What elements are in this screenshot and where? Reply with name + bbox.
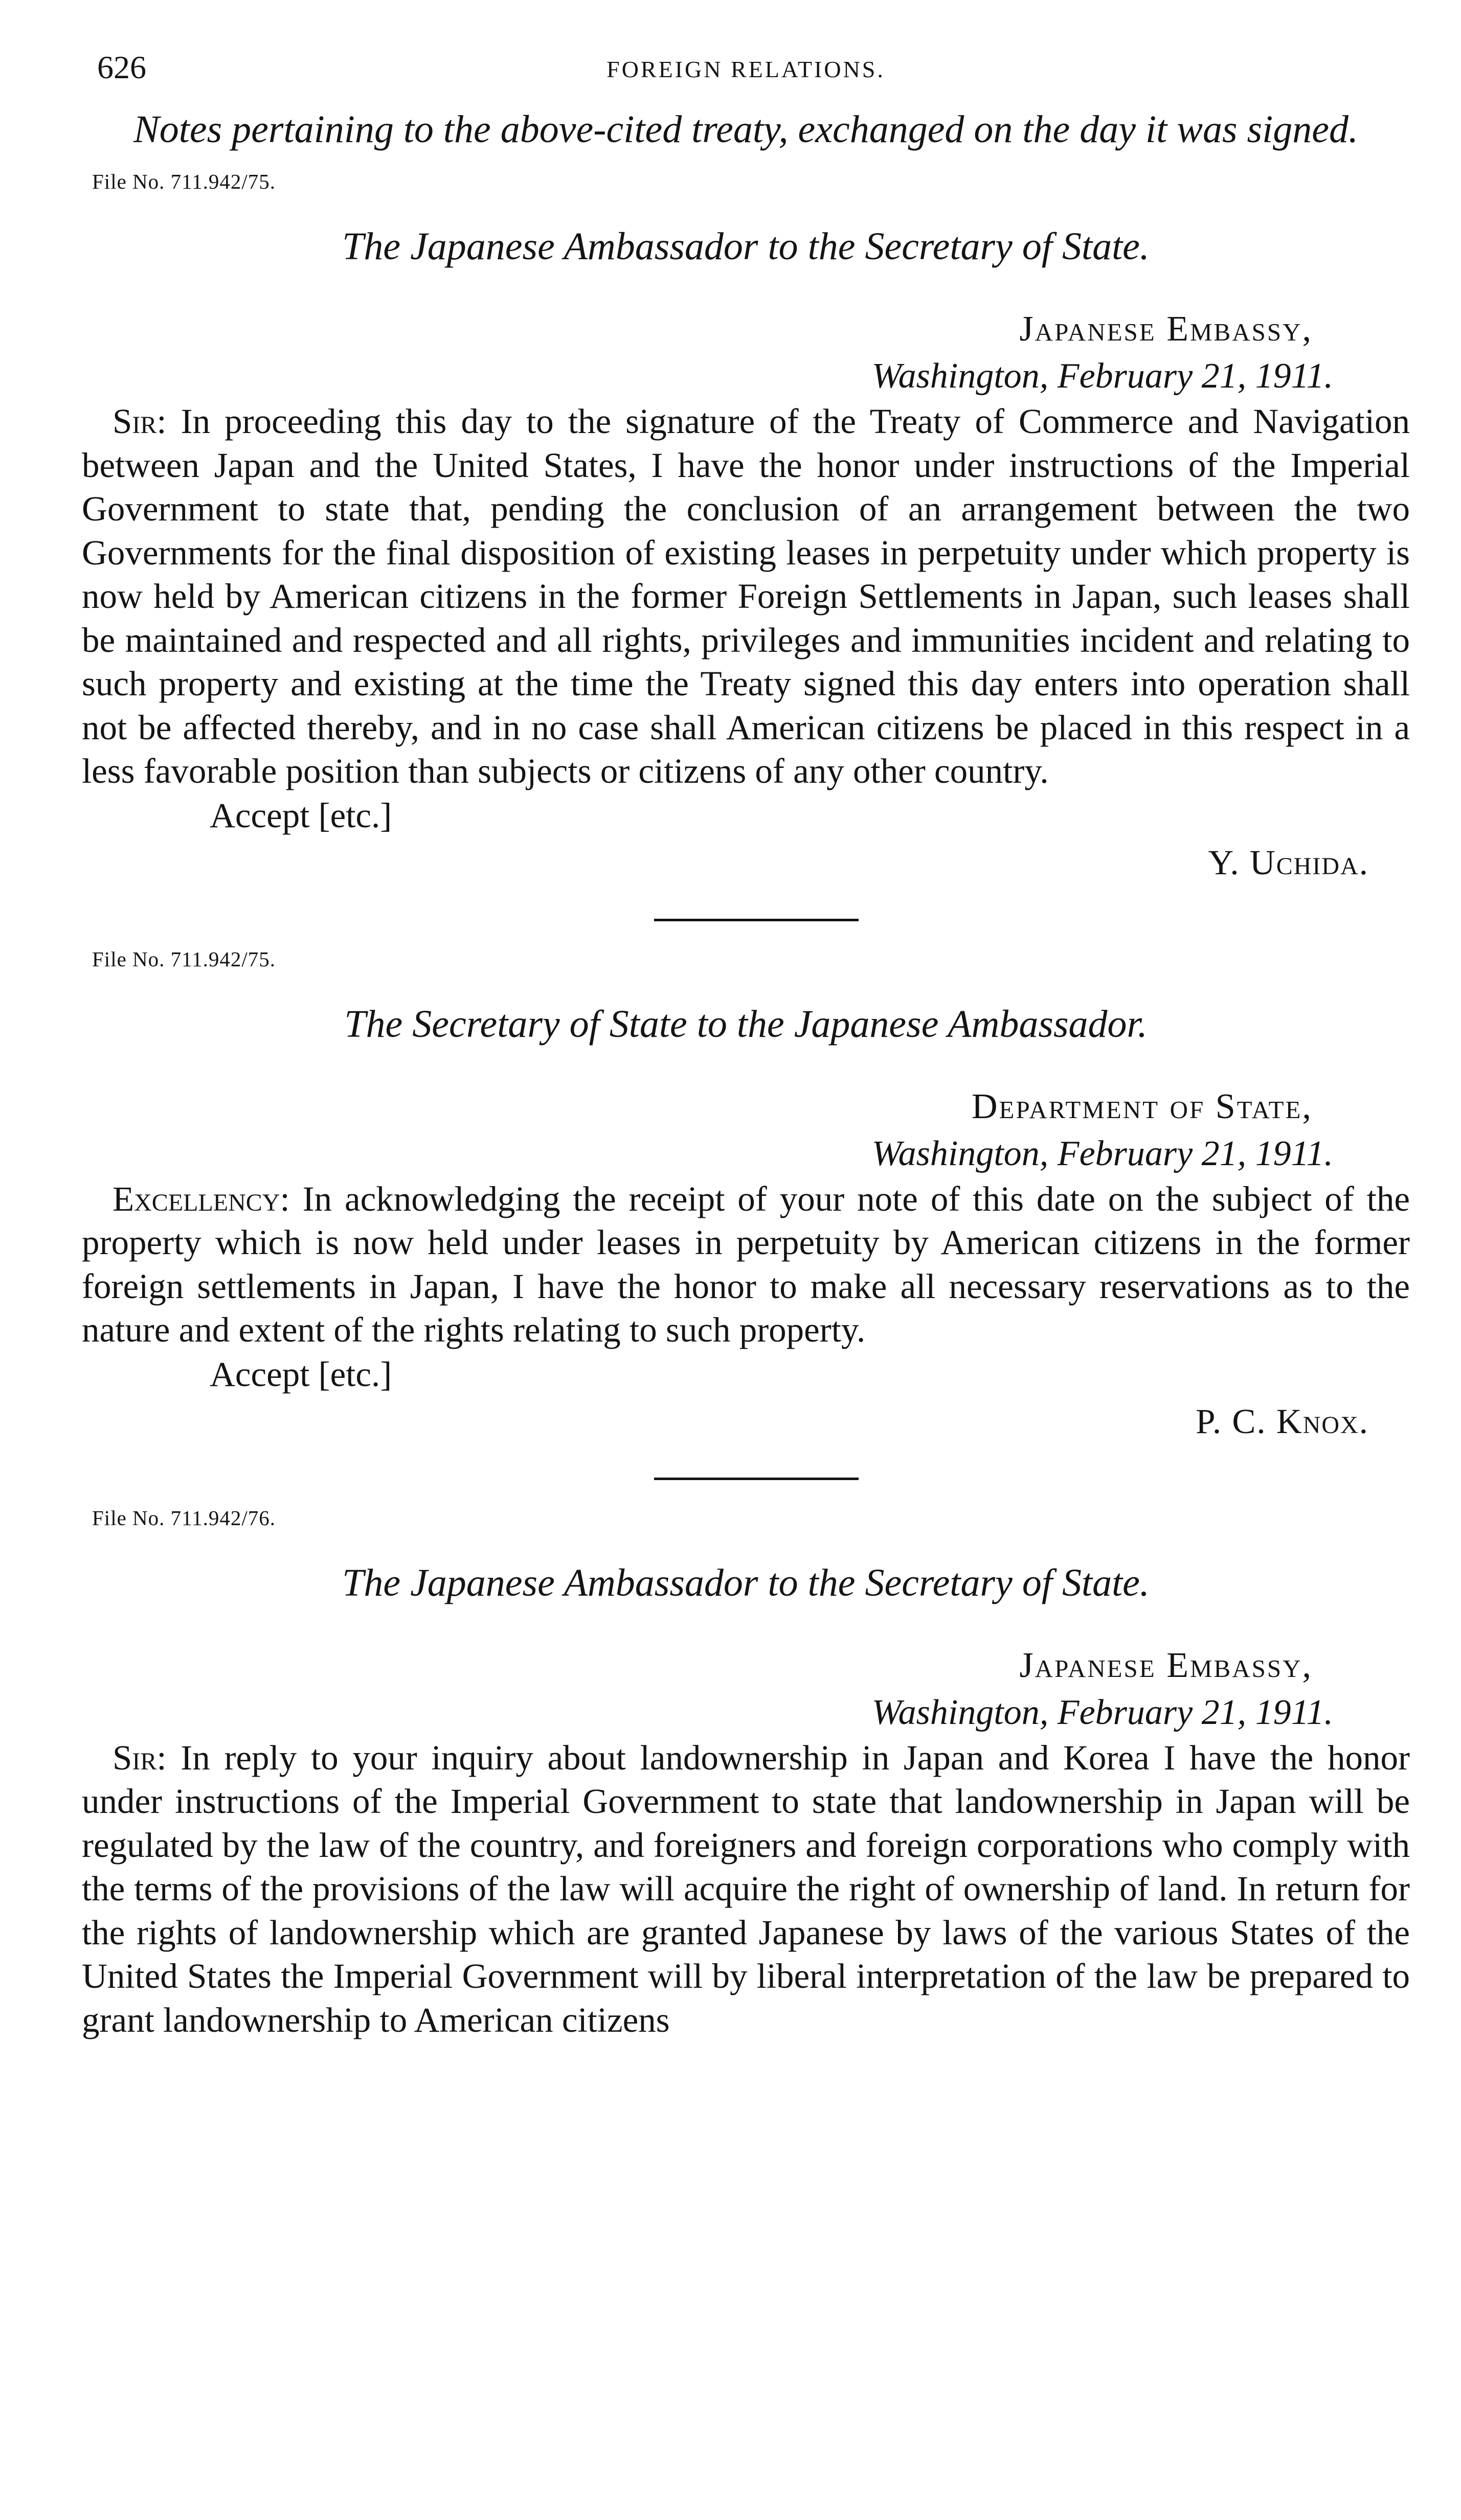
header-title: FOREIGN RELATIONS. bbox=[606, 56, 885, 82]
section-divider bbox=[654, 1478, 859, 1480]
closing: Accept [etc.] bbox=[210, 796, 392, 835]
signature: P. C. Knox. bbox=[1196, 1401, 1369, 1441]
file-number: File No. 711.942/75. bbox=[92, 947, 276, 971]
sender-organization: Japanese Embassy, bbox=[1019, 309, 1313, 349]
running-header bbox=[82, 49, 1410, 105]
letter-heading: The Japanese Ambassador to the Secretary of State. bbox=[342, 225, 1150, 268]
letter-1 bbox=[82, 169, 1410, 883]
sender-date: Washington, February 21, 1911. bbox=[871, 1692, 1333, 1732]
letter-body bbox=[82, 400, 1410, 793]
file-number: File No. 711.942/76. bbox=[92, 1506, 276, 1530]
body-text: In reply to your inquiry about landownership in Japan and Korea I have the honor under instructions of the Imperial Government to state that landownership in Japan will be regulated by the law of the country, and foreigners and foreign corporations who comply with the terms of the provisions of the law will acquire the right of ownership of land. In return for the rights of landownership which are granted Japanese by laws of the various States of the United States the Imperial Government will by liberal interpretation of the law be prepared to grant landownership to American citizens bbox=[82, 1738, 1410, 2039]
letter-2 bbox=[82, 947, 1410, 1442]
sender-block bbox=[82, 1642, 1410, 1736]
sender-date: Washington, February 21, 1911. bbox=[871, 1133, 1333, 1173]
sender-block bbox=[82, 306, 1410, 400]
intro-note: Notes pertaining to the above-cited treaty, exchanged on the day it was signed. bbox=[133, 108, 1358, 151]
letter-heading: The Secretary of State to the Japanese Ambassador. bbox=[344, 1002, 1148, 1046]
sender-organization: Department of State, bbox=[971, 1086, 1313, 1126]
body-text: In proceeding this day to the signature of the Treaty of Commerce and Navigation between Japan and the United States, I have the honor under instructions of the Imperial Government to state that, pending the conclusion of an arrangement between the two Governments for the final disposition of existing leases in perpetuity under which property is now held by American citizens in the former Foreign Settlements in Japan, such leases shall be maintained and respected and all rights, privileges and immunities incident and relating to such property and existing at the time the Treaty signed this day enters into operation shall not be affected thereby, and in no case shall American citizens be placed in this respect in a less favorable position than subjects or citizens of any other country. bbox=[82, 402, 1410, 790]
salutation: Sir: bbox=[113, 402, 167, 441]
page-number: 626 bbox=[97, 49, 146, 85]
body-text: In acknowledging the receipt of your note of this date on the subject of the property which is now held under leases in perpetuity by American citizens in the former foreign settlements in Japan, I have the honor to make all necessary reservations as to the nature and extent of the rights relating to such property. bbox=[82, 1179, 1410, 1349]
section-divider bbox=[654, 919, 859, 921]
letter-3 bbox=[82, 1506, 1410, 2042]
letter-heading: The Japanese Ambassador to the Secretary of State. bbox=[342, 1561, 1150, 1604]
salutation: Excellency: bbox=[113, 1179, 290, 1218]
letter-body bbox=[82, 1177, 1410, 1352]
sender-organization: Japanese Embassy, bbox=[1019, 1645, 1313, 1685]
sender-date: Washington, February 21, 1911. bbox=[871, 356, 1333, 396]
salutation: Sir: bbox=[113, 1738, 167, 1777]
closing: Accept [etc.] bbox=[210, 1354, 392, 1394]
file-number: File No. 711.942/75. bbox=[92, 170, 276, 193]
sender-block bbox=[82, 1083, 1410, 1177]
signature: Y. Uchida. bbox=[1208, 843, 1369, 882]
letter-body bbox=[82, 1736, 1410, 2042]
